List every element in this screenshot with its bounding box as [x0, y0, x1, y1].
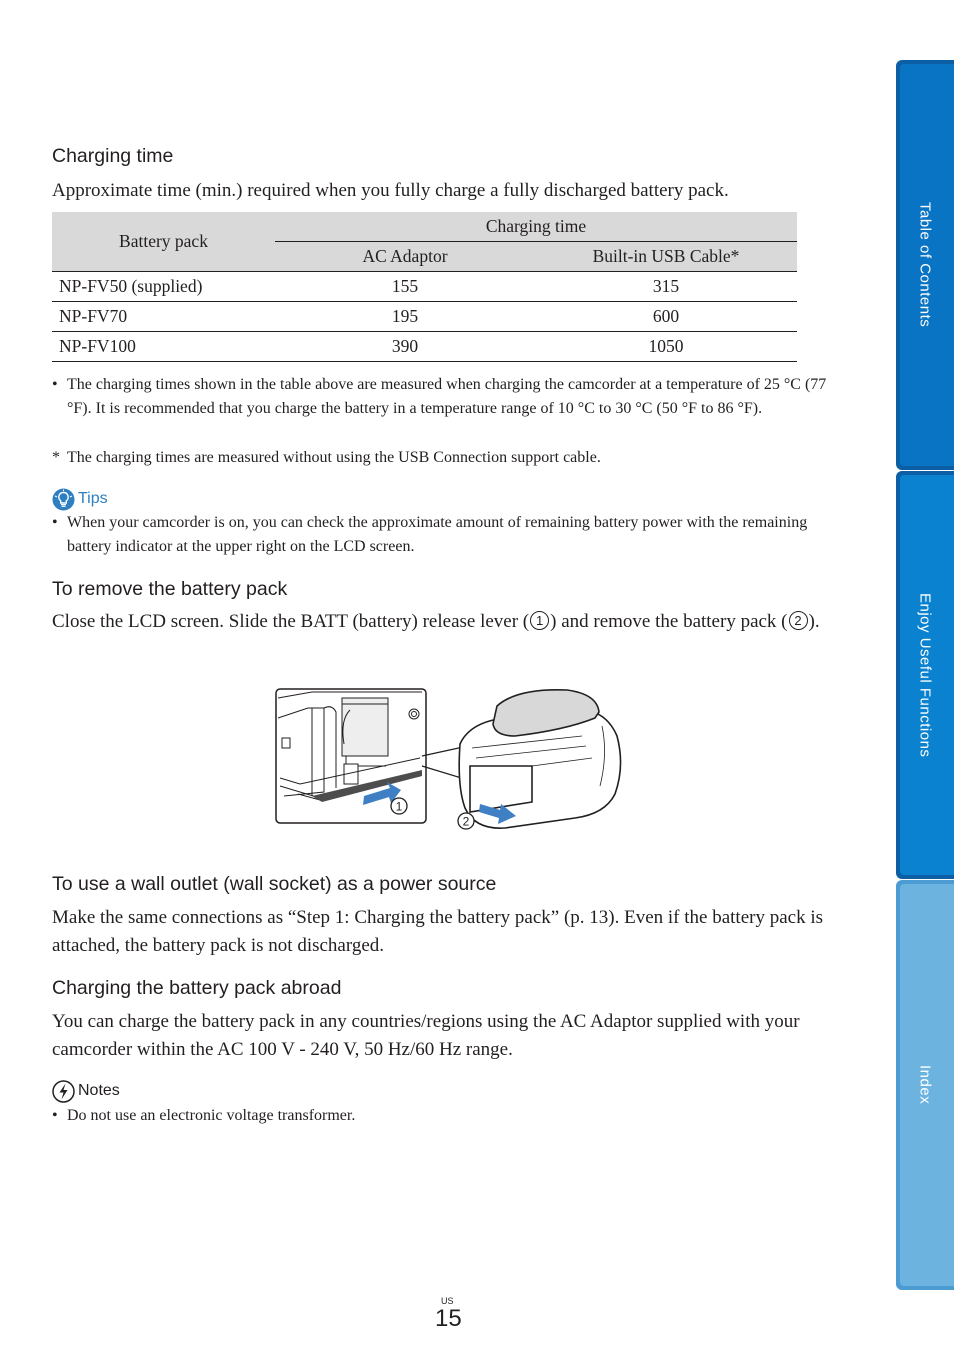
remove-battery-text: Close the LCD screen. Slide the BATT (battery) release lever ( 1 ) and remove the battery pack ( 2 ).: [52, 611, 820, 632]
tips-header: [52, 487, 108, 511]
cell-pack: NP-FV50 (supplied): [52, 272, 275, 302]
tips-label: Tips: [78, 490, 108, 507]
remove-battery-heading: To remove the battery pack: [52, 578, 288, 600]
col-charging-time: Charging time: [275, 212, 797, 242]
wall-outlet-text: Make the same connections as “Step 1: Charging the battery pack” (p. 13). Even if the battery pack is attached, the battery pack is not discharged.: [52, 907, 824, 956]
table-row: [52, 302, 797, 332]
charging-time-intro: Approximate time (min.) required when you fully charge a fully discharged battery pack.: [52, 180, 729, 201]
bullet-icon: •: [52, 376, 58, 393]
cell-usb: 600: [535, 302, 797, 332]
tab-enjoy-useful-functions[interactable]: [896, 471, 954, 879]
table-row: [52, 272, 797, 302]
tab-table-of-contents[interactable]: [896, 60, 954, 470]
tips-item: • When your camcorder is on, you can check the approximate amount of remaining battery power with the remaining battery indicator at the upper right on the LCD screen.: [52, 511, 842, 559]
cell-pack: NP-FV70: [52, 302, 275, 332]
marker-1: 1: [395, 799, 403, 814]
cell-usb: 315: [535, 272, 797, 302]
col-battery-pack: Battery pack: [52, 212, 275, 272]
notes-item: • Do not use an electronic voltage transformer.: [52, 1104, 852, 1128]
cell-pack: NP-FV100: [52, 332, 275, 362]
tab-label: Index: [916, 1065, 934, 1105]
col-ac-adaptor: AC Adaptor: [275, 242, 535, 272]
wall-outlet-heading: To use a wall outlet (wall socket) as a power source: [52, 873, 497, 895]
notes-header: [52, 1079, 120, 1103]
temperature-note: • The charging times shown in the table above are measured when charging the camcorder at a temperature of 25 °C (77 °F). It is recommended that you charge the battery in a temperature range of 10 °C to 30 °C (50 °F to 86 °F).: [52, 373, 842, 421]
cell-ac: 155: [275, 272, 535, 302]
notes-label: Notes: [78, 1082, 120, 1099]
lightbulb-icon: [52, 488, 75, 511]
marker-2: 2: [462, 814, 470, 829]
region-code: US: [441, 1296, 454, 1306]
step-2-marker: 2: [789, 611, 808, 630]
footnote: * The charging times are measured without using the USB Connection support cable.: [52, 446, 852, 470]
charging-time-table: [52, 212, 797, 362]
cell-usb: 1050: [535, 332, 797, 362]
cell-ac: 195: [275, 302, 535, 332]
table-row: [52, 332, 797, 362]
col-usb-cable: Built-in USB Cable*: [535, 242, 797, 272]
tab-label: Enjoy Useful Functions: [916, 592, 934, 758]
cell-ac: 390: [275, 332, 535, 362]
charging-time-heading: Charging time: [52, 145, 174, 167]
battery-removal-illustration: [272, 686, 628, 836]
caution-icon: [52, 1080, 75, 1103]
tab-index[interactable]: [896, 880, 954, 1290]
bullet-icon: •: [52, 1107, 58, 1124]
page-number: 15: [435, 1305, 462, 1332]
abroad-text: You can charge the battery pack in any countries/regions using the AC Adaptor supplied with your camcorder within the AC 100 V - 240 V, 50 Hz/60 Hz range.: [52, 1011, 800, 1060]
bullet-icon: •: [52, 514, 58, 531]
step-1-marker: 1: [530, 611, 549, 630]
abroad-heading: Charging the battery pack abroad: [52, 977, 342, 999]
asterisk-icon: *: [52, 449, 60, 466]
tab-label: Table of Contents: [916, 202, 934, 328]
